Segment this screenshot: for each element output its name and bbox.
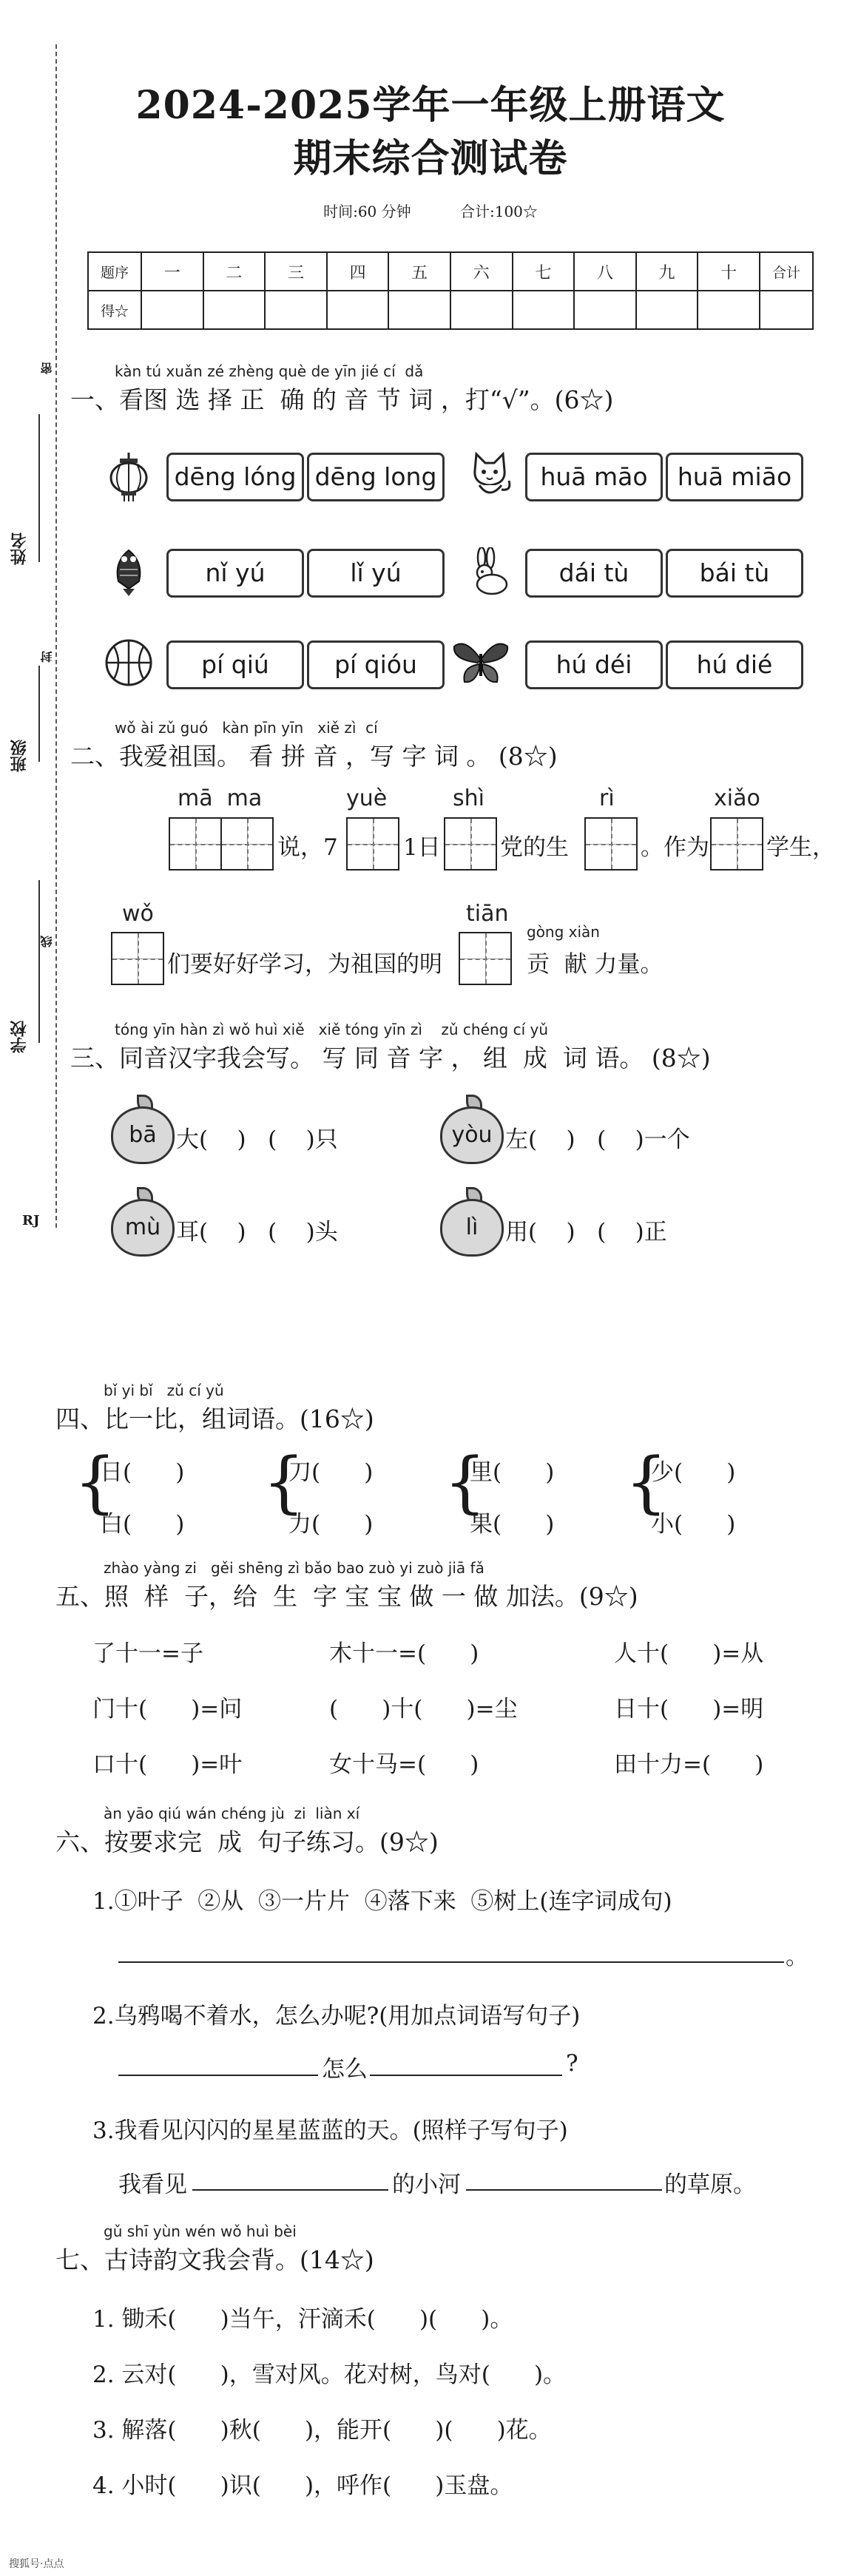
score-cell[interactable]: [698, 291, 760, 329]
q1-option-b[interactable]: pí qióu: [307, 640, 445, 689]
q5-title: 五、照 样 子，给 生 字 宝 宝 做 一 做 加法。(9☆): [55, 1582, 638, 1611]
q2-py-xiao: xiǎo: [714, 785, 760, 811]
q1-option-b[interactable]: hú dié: [666, 640, 803, 689]
q5-item: 口十( )=叶: [92, 1751, 243, 1778]
binding-name-label: 姓名: [10, 533, 29, 565]
score-col-1: 一: [141, 252, 203, 291]
q2-text-7: 贡 献 力量。: [527, 951, 664, 978]
brace-icon: {: [74, 1444, 117, 1521]
q5-item: 女十马=( ): [329, 1751, 479, 1778]
binding-seal-xian: 线: [40, 936, 54, 947]
score-cell[interactable]: [513, 291, 575, 329]
q2-text-1: 说，7: [277, 834, 338, 861]
q2-py-wo: wǒ: [122, 901, 154, 927]
score-row-label: 得☆: [88, 291, 141, 329]
score-col-10: 十: [698, 252, 760, 291]
q4-pinyin: bǐ yi bǐ zǔ cí yǔ: [104, 1382, 224, 1399]
q1-option-a[interactable]: nǐ yú: [166, 549, 304, 598]
q6-s2: 2.乌鸦喝不着水，怎么办呢?(用加点词语写句子): [92, 2003, 581, 2029]
q7-line: 2. 云对( )，雪对风。花对树，鸟对( )。: [92, 2362, 567, 2388]
q4-title: 四、比一比，组词语。(16☆): [55, 1404, 374, 1433]
write-grid[interactable]: [459, 932, 512, 985]
q6-s3-answer-line-b[interactable]: [466, 2189, 662, 2191]
apple-icon: bā: [111, 1106, 175, 1164]
score-table-header-row: [88, 252, 813, 291]
q6-s3-a: 我看见: [118, 2171, 187, 2198]
score-col-4: 四: [327, 252, 389, 291]
q4-word: 里( ): [470, 1459, 555, 1486]
score-cell[interactable]: [450, 291, 513, 329]
q6-s3-c: 的草原。: [664, 2171, 756, 2198]
rabbit-icon: [462, 547, 513, 598]
binding-dashed-line: [55, 44, 57, 1228]
q1-pinyin: kàn tú xuǎn zé zhèng què de yīn jié cí dǎ: [115, 362, 424, 380]
apple-icon: mù: [111, 1199, 175, 1257]
q2-text-2: 1日: [403, 834, 441, 861]
binding-rj: RJ: [22, 1213, 40, 1228]
q6-s3-answer-line-a[interactable]: [192, 2189, 388, 2191]
score-cell[interactable]: [574, 291, 636, 329]
q2-text-3: 党的生: [500, 834, 569, 861]
write-grid[interactable]: [444, 817, 497, 871]
q1-option-b[interactable]: huā miāo: [666, 453, 803, 501]
class-field-line[interactable]: [38, 666, 40, 762]
q1-option-a[interactable]: huā māo: [525, 453, 663, 501]
q1-option-a[interactable]: hú déi: [525, 640, 663, 689]
brace-icon: {: [625, 1444, 668, 1521]
q3-item-text: 大( ) ( )只: [176, 1126, 338, 1153]
binding-school-label: 学校: [10, 1021, 29, 1053]
q2-title: 二、我爱祖国。 看 拼 音 ，写 字 词 。 (8☆): [70, 742, 558, 771]
school-field-line[interactable]: [38, 880, 40, 1043]
q4-word: 刀( ): [288, 1459, 374, 1486]
name-field-line[interactable]: [38, 414, 40, 562]
q4-word: 果( ): [470, 1511, 555, 1538]
score-col-total: 合计: [760, 252, 813, 291]
q2-text-5: 学生，: [766, 834, 835, 861]
q5-item: 门十( )=问: [92, 1696, 243, 1723]
q3-item-text: 左( ) ( )一个: [505, 1126, 690, 1153]
cat-icon: [465, 448, 515, 498]
q2-text-4: 。作为: [641, 834, 709, 861]
score-cell[interactable]: [327, 291, 389, 329]
ball-icon: [104, 638, 154, 688]
score-cell[interactable]: [141, 291, 203, 329]
score-col-0: 题序: [88, 252, 141, 291]
q1-option-a[interactable]: dái tù: [525, 549, 663, 598]
q1-option-a[interactable]: pí qiú: [166, 640, 304, 689]
q4-word: 日( ): [100, 1459, 185, 1486]
binding-seal-mi: 密: [40, 362, 54, 374]
brace-icon: {: [444, 1444, 487, 1521]
q4-word: 白( ): [100, 1511, 185, 1538]
q7-line: 1. 锄禾( )当午，汗滴禾( )( )。: [92, 2306, 513, 2333]
score-cell[interactable]: [203, 291, 266, 329]
title-line-2: 期末综合测试卷: [293, 136, 568, 181]
brace-icon: {: [263, 1444, 305, 1521]
q2-py-tian: tiān: [466, 901, 509, 927]
q6-s2-answer-line-b[interactable]: [370, 2075, 562, 2076]
q3-pinyin: tóng yīn hàn zì wǒ huì xiě xiě tóng yīn zì zǔ chéng cí yǔ: [115, 1021, 549, 1038]
q2-py-ri: rì: [599, 785, 615, 811]
q2-py-mama: mā ma: [178, 785, 263, 811]
q6-pinyin: àn yāo qiú wán chéng jù zi liàn xí: [104, 1805, 360, 1822]
write-grid[interactable]: [584, 817, 638, 871]
q1-option-b[interactable]: bái tù: [666, 549, 803, 598]
exam-total: 合计:100☆: [459, 203, 538, 220]
exam-info: [0, 200, 861, 221]
q5-item: 田十力=( ): [614, 1751, 764, 1778]
q3-item-text: 用( ) ( )正: [505, 1219, 667, 1245]
q7-pinyin: gǔ shī yùn wén wǒ huì bèi: [104, 2222, 297, 2240]
q7-line: 4. 小时( )识( )，呼作( )玉盘。: [92, 2472, 513, 2499]
q6-s2-answer-line-a[interactable]: [118, 2075, 318, 2076]
binding-class-label: 班级: [10, 740, 29, 772]
score-table: [87, 251, 814, 330]
q5-pinyin: zhào yàng zi gěi shēng zì bǎo bao zuò yi zuò jiā fǎ: [104, 1559, 484, 1577]
q4-word: 小( ): [651, 1511, 736, 1538]
butterfly-icon: [451, 638, 510, 688]
apple-icon: lì: [440, 1199, 504, 1257]
q6-s1-end: 。: [786, 1944, 808, 1970]
q3-title: 三、同音汉字我会写。 写 同 音 字 ， 组 成 词 语。 (8☆): [70, 1044, 711, 1072]
apple-icon: yòu: [440, 1106, 504, 1164]
write-grid[interactable]: [111, 932, 164, 985]
q2-py-gongxian: gòng xiàn: [527, 923, 600, 941]
q7-line: 3. 解落( )秋( )，能开( )( )花。: [92, 2417, 552, 2444]
binding-seal-feng: 封: [40, 651, 54, 663]
q6-s3: 3.我看见闪闪的星星蓝蓝的天。(照样子写句子): [92, 2117, 568, 2144]
lantern-icon: [104, 451, 154, 501]
q6-s2-mid: 怎么: [322, 2056, 368, 2083]
q4-word: 少( ): [651, 1459, 736, 1486]
write-grid[interactable]: [169, 817, 222, 871]
title-line-1: 2024-2025学年一年级上册语文: [135, 83, 726, 128]
q6-s2-end: ?: [566, 2050, 578, 2077]
q2-text-6: 们要好好学习，为祖国的明: [167, 951, 442, 978]
q6-s1-answer-line[interactable]: [118, 1961, 784, 1963]
score-col-9: 九: [636, 252, 698, 291]
score-col-3: 三: [265, 252, 327, 291]
q5-item: 人十( )=从: [614, 1640, 764, 1667]
score-table-score-row: [88, 291, 813, 329]
score-col-8: 八: [574, 252, 636, 291]
fish-icon: [104, 547, 154, 598]
exam-time: 时间:60 分钟: [323, 203, 411, 220]
q3-item-text: 耳( ) ( )头: [176, 1219, 338, 1245]
write-grid[interactable]: [710, 817, 763, 871]
q1-option-b[interactable]: lǐ yú: [307, 549, 445, 598]
score-col-6: 六: [450, 252, 513, 291]
score-col-7: 七: [513, 252, 575, 291]
write-grid[interactable]: [346, 817, 399, 871]
score-col-2: 二: [203, 252, 266, 291]
q7-title: 七、古诗韵文我会背。(14☆): [55, 2245, 374, 2274]
write-grid[interactable]: [220, 817, 274, 871]
q6-s1: 1.①叶子 ②从 ③一片片 ④落下来 ⑤树上(连字词成句): [92, 1888, 672, 1915]
q2-py-shi: shì: [453, 785, 484, 811]
footer-watermark: 搜狐号·点点: [9, 2558, 64, 2570]
q2-py-yue: yuè: [346, 785, 388, 811]
q5-item: 了十一=子: [92, 1640, 203, 1667]
score-col-5: 五: [388, 252, 450, 291]
q1-option-b[interactable]: dēng long: [307, 453, 445, 501]
q5-item: 日十( )=明: [614, 1696, 764, 1723]
score-cell[interactable]: [388, 291, 450, 329]
q6-s3-b: 的小河: [392, 2171, 461, 2198]
q1-title: 一、看图 选 择 正 确 的 音 节 词 ，打“√”。(6☆): [70, 385, 614, 414]
q4-word: 力( ): [288, 1511, 374, 1538]
q6-title: 六、按要求完 成 句子练习。(9☆): [55, 1828, 439, 1856]
q2-pinyin: wǒ ài zǔ guó kàn pīn yīn xiě zì cí: [115, 719, 378, 737]
q1-option-a[interactable]: dēng lóng: [166, 453, 304, 501]
score-cell[interactable]: [265, 291, 327, 329]
score-cell[interactable]: [760, 291, 813, 329]
q5-item: 木十一=( ): [329, 1640, 479, 1667]
score-cell[interactable]: [636, 291, 698, 329]
q5-item: ( )十( )=尘: [329, 1696, 518, 1723]
